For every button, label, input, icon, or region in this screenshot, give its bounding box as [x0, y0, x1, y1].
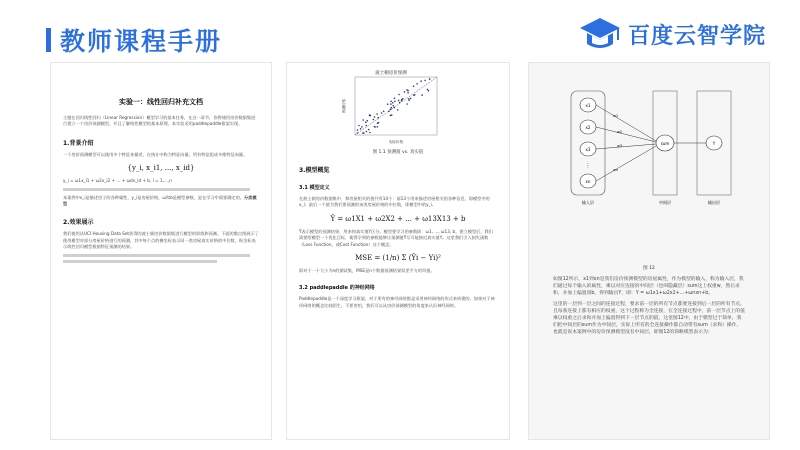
layer-label-middle: 中间层: [659, 200, 671, 205]
doc1-formula-1: {y_i, x_i1, ..., x_id}: [127, 164, 195, 173]
scatter-point: [374, 116, 376, 118]
doc2-section-3-2-text: Paddlepaddle是一个深度学习框架，对于所有的神经网络都是采用神经网络的形式来构建的。如果对于神经网络的概念比较陌生，不要害怕，我们可以从房价预测模型的角度来认识神经网络。: [299, 296, 495, 308]
scatter-point: [361, 126, 363, 128]
scatter-point: [368, 129, 370, 131]
scatter-point: [407, 92, 409, 94]
doc2-formula-3: Ŷ = ω1X1 + ω2X2 + ... + ω13X13 + b: [330, 214, 466, 223]
scatter-point: [428, 90, 430, 92]
weight-label-w3: w3: [617, 144, 623, 148]
scatter-point: [407, 90, 409, 92]
scatter-point: [365, 121, 367, 123]
doc1-highlight: 分类模型: [63, 194, 257, 207]
scatter-point: [358, 125, 360, 127]
doc2-formula-4: MSE = (1/n) Σ (Ŷi − Yi)²: [355, 254, 441, 263]
scatter-point: [377, 117, 379, 119]
brand-name: 百度云智学院: [627, 23, 766, 49]
plot-ylabel: 预测价格: [342, 99, 346, 113]
scatter-point: [398, 100, 400, 102]
scatter-point: [377, 126, 379, 128]
doc2-section-3-1-text: 在波士顿房价数据集中，和房屋相关的值共有14个：前13个用来描述房屋相关的各种信息，即模型中的x_i；最后一个值为我们要预测的该类房屋价格的中位数，即模型中的y_i。: [299, 196, 490, 208]
weight-label-w2: w2: [617, 130, 623, 134]
doc2-section-3: 3.模型概览: [299, 167, 330, 174]
fig-caption-1-1: 图 1.1 预测值 vs. 真实值: [372, 150, 424, 155]
scatter-point: [401, 100, 403, 102]
doc3-text-1: 如图12所示，x1到xn是我们房价预测模型的房屋属性，作为模型的输入，称为输入层，我们通过每个输入的属性，乘以对应连接的中间层（也叫隐藏层）sum这上权重w，然后求和，并加上偏置项b，得到输出Y，即：Y = ω1x1+ω2x2+...+ωnxn+b。: [553, 277, 744, 296]
text-line: [63, 188, 250, 191]
scatter-point: [391, 114, 393, 116]
node-label-xn: xn: [585, 179, 591, 184]
scatter-point: [357, 129, 359, 131]
scatter-point: [413, 94, 415, 96]
node-label-x2: x2: [585, 125, 591, 130]
page-header: [0, 0, 800, 60]
weight-label-w1: w1: [613, 114, 619, 118]
scatter-point: [394, 101, 396, 103]
scatter-point: [391, 107, 393, 109]
scatter-point: [416, 83, 418, 85]
scatter-point: [413, 85, 415, 87]
document-page-3: [528, 62, 770, 440]
graduation-cap-icon: [578, 14, 622, 54]
text-line: [63, 254, 250, 257]
node-label-x1: x1: [585, 103, 591, 108]
scatter-point: [365, 125, 367, 127]
scatter-point: [404, 91, 406, 93]
svg-text:⋮: ⋮: [585, 163, 591, 169]
scatter-point: [394, 107, 396, 109]
fig-caption-12: 图 12: [643, 266, 655, 271]
scatter-point: [360, 128, 362, 130]
doc1-section-2-text: 我们使用从UCI Housing Data Set获得的波士顿房价数据集进行模型的训练和预测。下面的散点图展示了使用模型对部分房屋价格进行的预测，其中每个点的横坐标表示同一类房屋真实价格的中位数，纵坐标表示线性回归模型根据特征预测的结果。: [63, 231, 259, 250]
scatter-point: [373, 119, 375, 121]
scatter-point: [367, 120, 369, 122]
doc1-section-2: 2.效果展示: [63, 219, 94, 227]
doc2-section-3-1: 3.1 模型定义: [299, 185, 330, 191]
scatter-point: [377, 122, 379, 124]
node-label-x3: x3: [585, 147, 591, 152]
scatter-point: [398, 94, 400, 96]
scatter-point: [393, 105, 395, 107]
doc2-section-3-2: 3.2 paddlepaddle 的神经网络: [299, 285, 375, 292]
scatter-point: [394, 98, 396, 100]
doc2-section-3-1-text-2: Ŷ表示模型的预测结果，用来和真实值Y区分。模型要学习的参数即：ω1, ..., ω13, b。建立模型后，我们需要给模型一个优化目标，使得学到的参数能够让预测值Ŷ尽可能接近真实值Y。这里我们引入损失函数（Loss Function，或Cost Function）这个概念。: [299, 228, 493, 247]
scatter-point: [381, 112, 383, 114]
scatter-point: [388, 111, 390, 113]
scatter-point: [424, 80, 426, 82]
scatter-point: [402, 98, 404, 100]
title-accent-bar: [46, 28, 51, 52]
scatter-point: [369, 132, 371, 134]
scatter-point: [420, 80, 422, 82]
scatter-point: [362, 119, 364, 121]
weight-label-wn: wn: [613, 168, 619, 172]
doc2-section-3-1-text-3: 即对于一个大小为n的测试集，MSE是n个数据预测结果误差平方的均值。: [299, 268, 435, 274]
layer-label-input: 输入层: [582, 200, 594, 205]
layer-label-output: 输出层: [708, 200, 720, 205]
scatter-point: [376, 113, 378, 115]
output-label: Y: [712, 141, 716, 146]
doc1-section-1-text-2: 本案例中x_i是描述房子的各种属性，y_i是房屋价格，ω和b是模型参数，是在学习中需要确定的。分类模型: [63, 194, 257, 207]
doc3-text-2: 这里的一层到一层之间的连接过程，要求前一层的所有节点都要连接到后一层的所有节点，且每条连接上都有相应的权重，这个过程称为全连接，在全连接过程中，前一层节点上的值乘以权重之后求和并加上偏置得到下一层节点的值，这里图12中，由于模型过于简单，我们把中间层的sum作为中间层，实际上所有的全连接操作都自动带有sum（求和）操作，也就是说本案例中的房价预测模型没有中间层，即图12的简略模型表示为：: [553, 302, 745, 335]
scatter-plot-figure: [339, 67, 443, 147]
doc1-title: 实验一：线性回归补充文档: [119, 98, 203, 106]
plot-xlabel: 实际价格: [389, 140, 403, 144]
scatter-point: [410, 98, 412, 100]
scatter-plot: [339, 67, 443, 147]
scatter-point: [383, 111, 385, 113]
scatter-point: [369, 114, 371, 116]
doc1-intro: 主题在回归线性回归（Linear Regression）模型学习的基本任务，在这一章节，你将使用房价数据集进行建立一个房价预测模型，并且了解线性模型的基本原理，本实验采用paddlepaddle框架实现。: [63, 115, 256, 127]
doc1-section-1: 1.背景介绍: [63, 139, 94, 147]
doc1-formula-2: y_i = ω1x_i1 + ω2x_i2 + ... + ωdx_id + b, i = 1,...,n: [63, 178, 172, 184]
scatter-point: [408, 99, 410, 101]
scatter-point: [357, 132, 359, 134]
plot-title: 波士顿房价预测: [375, 71, 407, 76]
scatter-point: [397, 109, 399, 111]
sum-label: sum: [660, 141, 670, 146]
scatter-point: [363, 132, 365, 134]
scatter-point: [427, 89, 429, 91]
page-title: 教师课程手册: [60, 27, 223, 56]
scatter-point: [366, 131, 368, 133]
document-page-1: [50, 62, 272, 440]
scatter-point: [429, 78, 431, 80]
neural-network-diagram: [569, 87, 739, 207]
scatter-point: [406, 103, 408, 105]
scatter-point: [390, 101, 392, 103]
scatter-point: [387, 103, 389, 105]
brand: [578, 14, 766, 54]
document-page-2: [286, 62, 510, 440]
doc1-section-1-text: 一个房价预测模型可以使用多个特征来描述，在统计中称为特征向量，所有特征组成多维特征向量。: [63, 151, 248, 157]
scatter-point: [374, 126, 376, 128]
scatter-point: [421, 94, 423, 96]
scatter-point: [392, 102, 394, 104]
text-line: [63, 260, 217, 263]
scatter-point: [390, 109, 392, 111]
scatter-point: [390, 103, 392, 105]
scatter-point: [399, 102, 401, 104]
